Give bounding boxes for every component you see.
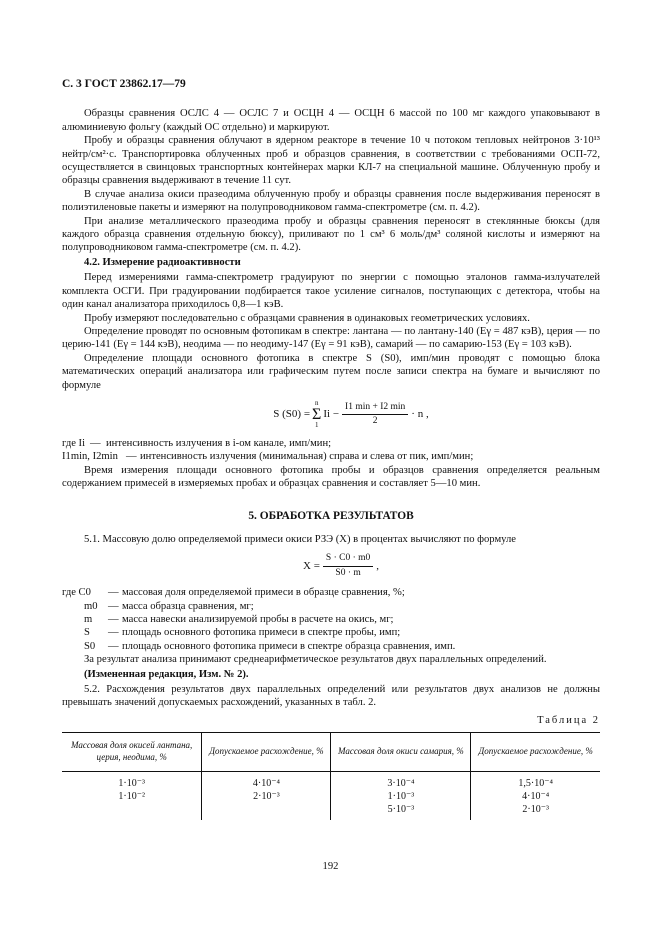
paragraph: За результат анализа принимают среднеарифметическое результатов двух параллельных определений.: [84, 654, 547, 666]
def-symbol: S0: [84, 640, 96, 652]
tolerance-table: [62, 732, 600, 820]
section-heading: 5. ОБРАБОТКА РЕЗУЛЬТАТОВ: [248, 509, 414, 522]
def-dash: —: [126, 451, 137, 463]
def-text: масса образца сравнения, мг;: [122, 600, 254, 612]
sum-sign: Σ: [312, 405, 322, 423]
formula-lhs: X =: [303, 559, 320, 572]
column-header: Массовая доля окиси самария, %: [331, 733, 471, 772]
column-header: Массовая доля окисей лантана, церия, неодима, %: [62, 733, 202, 772]
fraction: [342, 401, 408, 429]
paragraph: 5.2. Расхождения результатов двух параллельных определений или результатов двух анализов не должны превышать значений допускаемых расхождений, указанных в табл. 2.: [62, 684, 600, 709]
table-cell: [331, 772, 471, 821]
def-dash: —: [108, 640, 119, 652]
cell-value: 4·10⁻⁴: [522, 791, 550, 803]
fraction-denominator: S0 · m: [335, 567, 361, 578]
paragraph: Пробу и образцы сравнения облучают в ядерном реакторе в течение 10 ч потоком тепловых нейтронов 3·10¹³ нейтр/см²·с. Транспортировка облученных проб и образцов сравнения, в соответствии с требованиями ОСП-72, осуществляется в свинцовых транспортных контейнерах марки КЛ-7 на специальной машине. Облученную пробу и образцы сравнения выдерживают в течение 11 сут.: [62, 135, 600, 187]
def-text: массовая доля определяемой примеси в образце сравнения, %;: [122, 587, 405, 599]
formula-tail: ,: [376, 559, 379, 572]
paragraph: Перед измерениями гамма-спектрометр градуируют по энергии с помощью эталонов гамма-излучателей комплекта ОСГИ. При градуировании подбирается такое усиление сигналов, поступающих с детектора, чтобы на один канал анализатора приходилось 0,8—1 кэВ.: [62, 272, 600, 311]
def-symbol: S: [84, 627, 90, 639]
paragraph: 5.1. Массовую долю определяемой примеси окиси РЗЭ (X) в процентах вычисляют по формуле: [84, 533, 516, 545]
cell-value: 1·10⁻²: [118, 791, 145, 803]
table-header-row: [62, 733, 600, 772]
cell-value: 4·10⁻⁴: [252, 778, 280, 790]
sum-lower: 1: [314, 420, 319, 429]
def-symbol: где C0: [62, 587, 91, 599]
paragraph: В случае анализа окиси празеодима облученную пробу и образцы сравнения после выдерживания переносят в полиэтиленовые пакеты и измеряют на полупроводниковом гамма-спектрометре (см. п. 4.2).: [62, 188, 600, 214]
fraction-denominator: 2: [372, 415, 378, 426]
paragraph: Определение проводят по основным фотопикам в спектре: лантана — по лантану-140 (Eγ = 487 кэВ), церия — по церию-141 (Eγ = 144 кэВ), неодима — по неодиму-147 (Eγ = 91 кэВ), самарий — по самарию-153 (Eγ = 103 кэВ).: [62, 325, 600, 351]
definitions-list: [62, 450, 600, 463]
cell-value: 2·10⁻³: [522, 804, 549, 816]
edit-note: (Измененная редакция, Изм. № 2).: [84, 668, 249, 680]
fraction-numerator: I1 min + I2 min: [342, 401, 408, 415]
mass-fraction-formula: [82, 552, 600, 580]
paragraph: При анализе металлического празеодима пробу и образцы сравнения переносят в стеклянные бюксы (для каждого образца сравнения отдельную бюксу), приливают по 1 см³ 6 моль/дм³ соляной кислоты и измеряют на полупроводниковом гамма-спектрометре (см. п. 4.2).: [62, 215, 600, 254]
column-header: Допускаемое расхождение, %: [202, 733, 331, 772]
running-header: С. 3 ГОСТ 23862.17—79: [62, 78, 186, 90]
def-symbol: m: [84, 614, 93, 625]
def-dash: —: [108, 600, 119, 612]
formula-tail: · n ,: [411, 407, 429, 420]
def-dash: —: [108, 614, 119, 625]
peak-area-formula: [102, 400, 600, 429]
def-symbol: где Ii: [62, 437, 86, 449]
page-number: 192: [322, 861, 339, 872]
fraction-numerator: S · C0 · m0: [323, 552, 373, 566]
def-text: площадь основного фотопика примеси в спектре образца сравнения, имп.: [122, 640, 456, 652]
table-cell: [471, 772, 600, 821]
formula-lhs: S (S0) =: [273, 407, 311, 420]
paragraph: Время измерения площади основного фотопика пробы и образцов сравнения определяется реальным содержанием примесей в измеряемых пробах и образцах сравнения и составляет 5—10 мин.: [62, 464, 600, 490]
column-header: Допускаемое расхождение, %: [471, 733, 600, 772]
table-caption: Таблица 2: [537, 714, 600, 726]
subsection-heading: 4.2. Измерение радиоактивности: [84, 256, 241, 268]
cell-value: 1,5·10⁻⁴: [518, 778, 553, 790]
paragraph: Образцы сравнения ОСЛС 4 — ОСЛС 7 и ОСЦН 4 — ОСЦН 6 массой по 100 мг каждого упаковывают в алюминиевую фольгу (каждый ОС отдельно) и маркируют.: [62, 108, 600, 133]
cell-value: 1·10⁻³: [118, 778, 145, 790]
def-symbol: I1min, I2min: [62, 451, 118, 463]
document-page: [62, 78, 600, 820]
def-text: площадь основного фотопика примеси в спектре пробы, имп;: [122, 627, 401, 639]
table-cell: [202, 772, 331, 821]
definitions-list: [62, 437, 600, 450]
cell-value: 3·10⁻⁴: [387, 778, 415, 790]
definitions-list: [62, 586, 600, 653]
sum-upper: n: [314, 398, 319, 407]
sum-operator: [312, 400, 321, 429]
def-text: интенсивность излучения (минимальная) справа и слева от пик, имп/мин;: [140, 451, 474, 463]
formula-term: Ii −: [323, 407, 340, 420]
paragraph: Определение площади основного фотопика в спектре S (S0), имп/мин проводят с помощью блока математических операций анализатора или графическим путем после записи спектра на бумаге и вычисляют по формуле: [62, 352, 600, 391]
paragraph: Пробу измеряют последовательно с образцами сравнения в одинаковых геометрических условиях.: [84, 312, 530, 324]
def-text: интенсивность излучения в i-ом канале, имп/мин;: [106, 437, 332, 449]
cell-value: 2·10⁻³: [253, 791, 280, 803]
def-dash: —: [108, 627, 119, 639]
cell-value: 1·10⁻³: [387, 791, 415, 803]
def-text: масса навески анализируемой пробы в расчете на окись, мг;: [122, 614, 394, 625]
cell-value: 5·10⁻³: [387, 804, 415, 816]
table-cell: [62, 772, 202, 821]
fraction: [323, 552, 373, 580]
def-symbol: m0: [84, 600, 98, 612]
table-row: [62, 772, 600, 821]
def-dash: —: [108, 587, 119, 599]
def-dash: —: [90, 437, 101, 449]
